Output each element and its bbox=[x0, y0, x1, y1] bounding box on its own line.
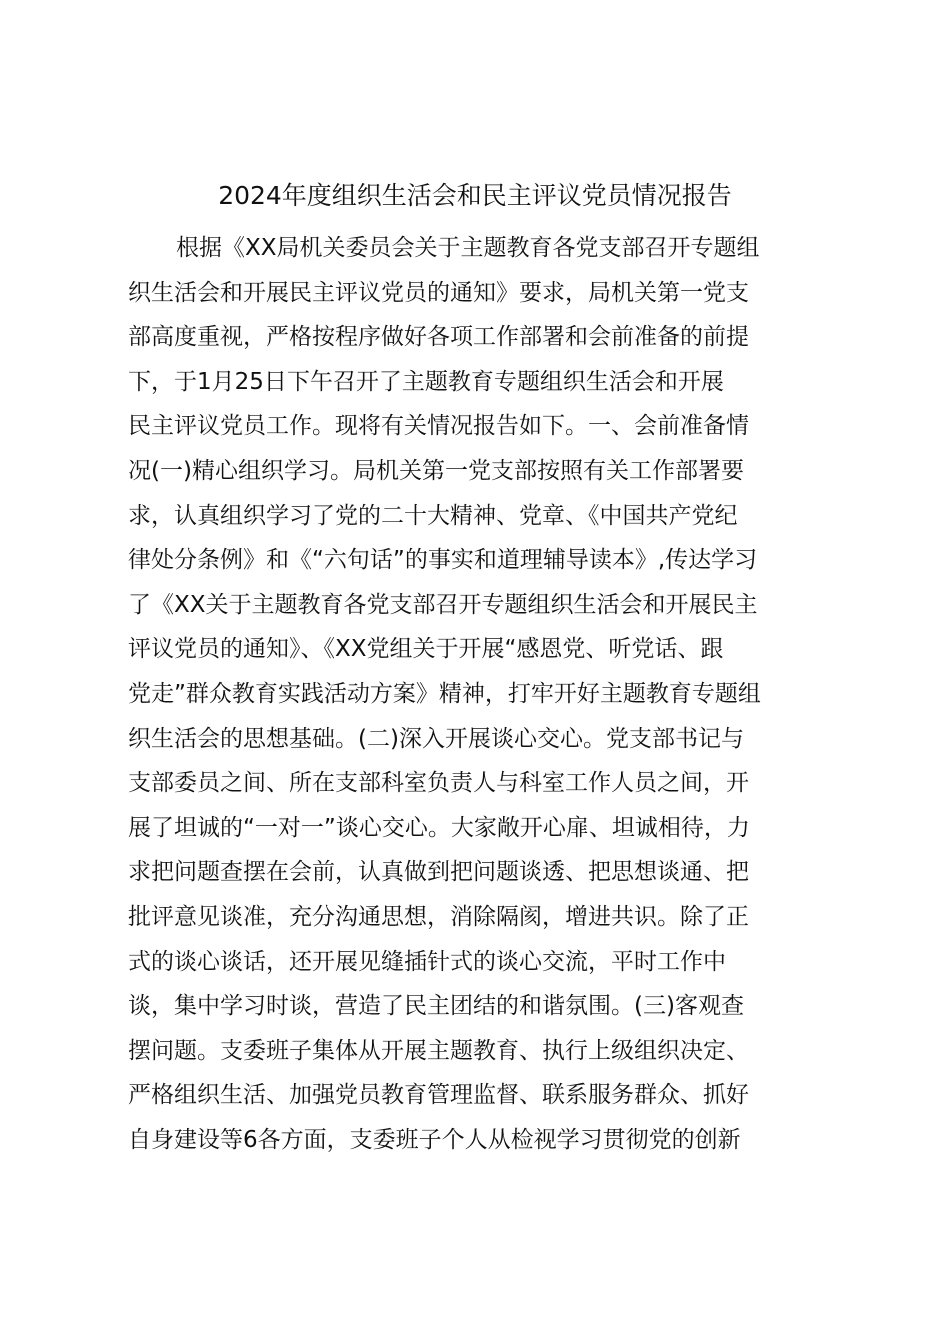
body-line: 根据《XX局机关委员会关于主题教育各党支部召开专题组 bbox=[176, 235, 760, 261]
body-line: 党走”群众教育实践活动方案》精神，打牢开好主题教育专题组 bbox=[128, 680, 761, 707]
body-line: 展了坦诚的“一对一”谈心交心。大家敞开心扉、坦诚相待，力 bbox=[128, 814, 750, 841]
document-title: 2024年度组织生活会和民主评议党员情况报告 bbox=[218, 181, 732, 210]
body-line: 部高度重视，严格按程序做好各项工作部署和会前准备的前提 bbox=[128, 324, 749, 351]
body-line: 式的谈心谈话，还开展见缝插针式的谈心交流，平时工作中 bbox=[128, 948, 726, 975]
body-line: 织生活会的思想基础。(二)深入开展谈心交心。党支部书记与 bbox=[128, 725, 744, 752]
body-line: 了《XX关于主题教育各党支部召开专题组织生活会和开展民主 bbox=[128, 591, 758, 618]
body-line: 律处分条例》和《“六句话”的事实和道理辅导读本》,传达学习 bbox=[128, 547, 758, 574]
body-line: 评议党员的通知》、《XX党组关于开展“感恩党、听党话、跟 bbox=[128, 636, 724, 663]
body-line: 织生活会和开展民主评议党员的通知》要求，局机关第一党支 bbox=[128, 279, 749, 306]
body-line: 严格组织生活、加强党员教育管理监督、联系服务群众、抓好 bbox=[128, 1082, 749, 1109]
body-line: 支部委员之间、所在支部科室负责人与科室工作人员之间，开 bbox=[128, 770, 749, 797]
body-line: 摆问题。支委班子集体从开展主题教育、执行上级组织决定、 bbox=[128, 1037, 749, 1064]
body-line: 下，于1月25日下午召开了主题教育专题组织生活会和开展 bbox=[128, 368, 724, 395]
body-line: 民主评议党员工作。现将有关情况报告如下。一、会前准备情 bbox=[128, 413, 749, 440]
body-line: 自身建设等6各方面，支委班子个人从检视学习贯彻党的创新 bbox=[128, 1126, 741, 1153]
body-line: 况(一)精心组织学习。局机关第一党支部按照有关工作部署要 bbox=[128, 457, 744, 484]
body-line: 求把问题查摆在会前，认真做到把问题谈透、把思想谈通、把 bbox=[128, 859, 749, 886]
body-line: 批评意见谈准，充分沟通思想，消除隔阂，增进共识。除了正 bbox=[128, 903, 749, 930]
body-line: 求，认真组织学习了党的二十大精神、党章、《中国共产党纪 bbox=[128, 502, 738, 529]
document-body bbox=[128, 226, 828, 1162]
body-line: 谈，集中学习时谈，营造了民主团结的和谐氛围。(三)客观查 bbox=[128, 993, 744, 1020]
